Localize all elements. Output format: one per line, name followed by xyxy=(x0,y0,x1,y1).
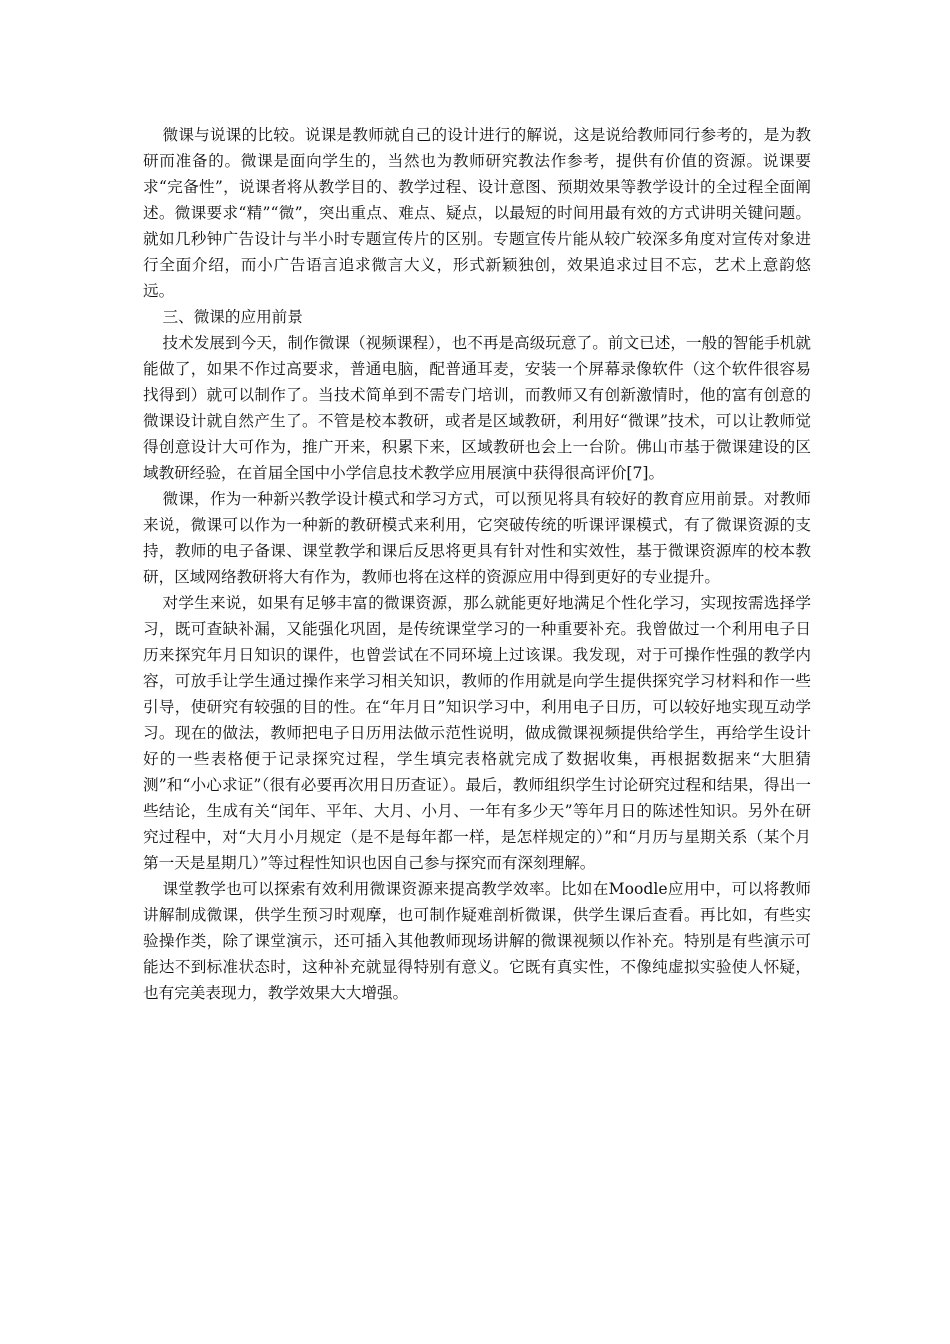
paragraph-micro-lesson-vs-lesson-talk: 微课与说课的比较。说课是教师就自己的设计进行的解说，这是说给教师同行参考的，是为教研而准备的。微课是面向学生的，当然也为教师研究教法作参考，提供有价值的资源。说课要求“完备性”，说课者将从教学目的、教学过程、设计意图、预期效果等教学设计的全过程全面阐述。微课要求“精”“微”，突出重点、难点、疑点，以最短的时间用最有效的方式讲明关键问题。就如几秒钟广告设计与半小时专题宣传片的区别。专题宣传片能从较广较深多角度对宣传对象进行全面介绍，而小广告语言追求微言大义，形式新颖独创，效果追求过目不忘，艺术上意韵悠远。 xyxy=(143,126,811,300)
section-heading-application-prospects: 三、微课的应用前景 xyxy=(162,308,303,326)
paragraph-student-perspective: 对学生来说，如果有足够丰富的微课资源，那么就能更好地满足个性化学习，实现按需选择学习，既可查缺补漏，又能强化巩固，是传统课堂学习的一种重要补充。我曾做过一个利用电子日历来探究年月日知识的课件，也曾尝试在不同环境上过该课。我发现，对于可操作性强的教学内容，可放手让学生通过操作来学习相关知识，教师的作用就是向学生提供探究学习材料和作一些引导，使研究有较强的目的性。在“年月日”知识学习中，利用电子日历，可以较好地实现互动学习。现在的做法，教师把电子日历用法做示范性说明，做成微课视频提供给学生，再给学生设计好的一些表格便于记录探究过程，学生填完表格就完成了数据收集，再根据数据来“大胆猜测”和“小心求证”（很有必要再次用日历查证）。最后，教师组织学生讨论研究过程和结果，得出一些结论，生成有关“闰年、平年、大月、小月、一年有多少天”等年月日的陈述性知识。另外在研究过程中，对“大月小月规定（是不是每年都一样，是怎样规定的）”和“月历与星期关系（某个月第一天是星期几）”等过程性知识也因自己参与探究而有深刻理解。 xyxy=(143,594,811,872)
paragraph-teacher-perspective: 微课，作为一种新兴教学设计模式和学习方式，可以预见将具有较好的教育应用前景。对教师来说，微课可以作为一种新的教研模式来利用，它突破传统的听课评课模式，有了微课资源的支持，教师的电子备课、课堂教学和课后反思将更具有针对性和实效性，基于微课资源库的校本教研，区域网络教研将大有作为，教师也将在这样的资源应用中得到更好的专业提升。 xyxy=(143,490,811,586)
paragraph-technology-development: 技术发展到今天，制作微课（视频课程），也不再是高级玩意了。前文已述，一般的智能手机就能做了，如果不作过高要求，普通电脑，配普通耳麦，安装一个屏幕录像软件（这个软件很容易找得到）就可以制作了。当技术简单到不需专门培训，而教师又有创新激情时，他的富有创意的微课设计就自然产生了。不管是校本教研，或者是区域教研，利用好“微课”技术，可以让教师觉得创意设计大可作为，推广开来，积累下来，区域教研也会上一台阶。佛山市基于微课建设的区域教研经验，在首届全国中小学信息技术教学应用展演中获得很高评价[7]。 xyxy=(143,334,811,482)
paragraph-classroom-teaching: 课堂教学也可以探索有效利用微课资源来提高教学效率。比如在Moodle应用中，可以将教师讲解制成微课，供学生预习时观摩，也可制作疑难剖析微课，供学生课后查看。再比如，有些实验操作类，除了课堂演示，还可插入其他教师现场讲解的微课视频以作补充。特别是有些演示可能达不到标准状态时，这种补充就显得特别有意义。它既有真实性，不像纯虚拟实验使人怀疑，也有完美表现力，教学效果大大增强。 xyxy=(143,880,811,1002)
document-body xyxy=(143,122,811,1006)
